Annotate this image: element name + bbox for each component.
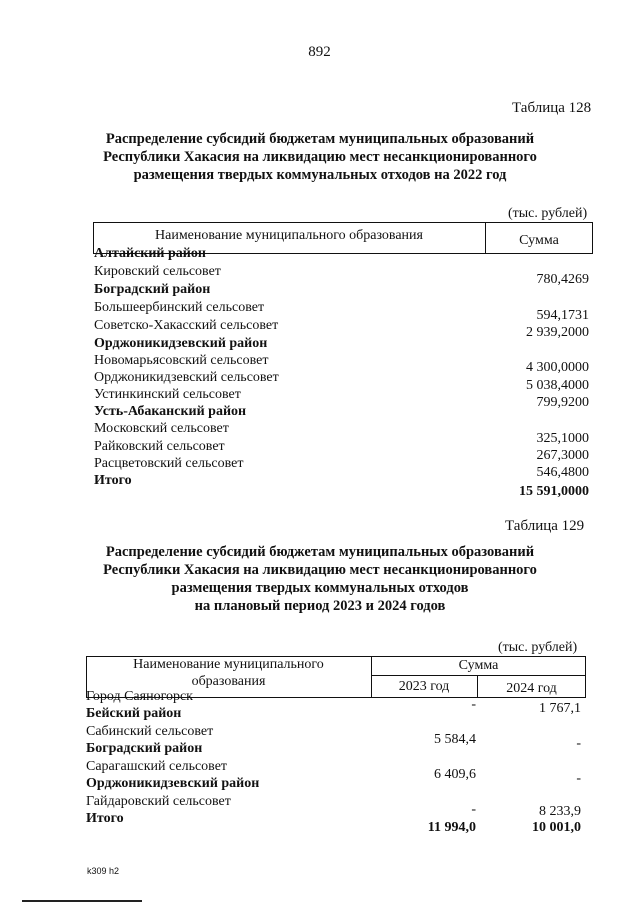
table-129-header-subline xyxy=(371,675,586,676)
row-label: Райковский сельсовет xyxy=(94,439,225,454)
footer-code: k309 h2 xyxy=(87,866,120,876)
scan-edge-line xyxy=(22,900,142,902)
row-label: Орджоникидзевский сельсовет xyxy=(94,370,279,385)
total-value: 15 591,0000 xyxy=(519,484,589,499)
row-label: Московский сельсовет xyxy=(94,421,229,436)
table-129-title xyxy=(60,543,580,615)
row-label: Сабинский сельсовет xyxy=(86,724,214,739)
table-128-header-name: Наименование муниципального образования xyxy=(155,228,423,243)
row-label: Большеербинский сельсовет xyxy=(94,300,265,315)
row-value: 2 939,2000 xyxy=(526,325,589,340)
table-129-title-line: Республики Хакасия на ликвидацию мест несанкционированного xyxy=(103,562,537,578)
row-2023-value: 5 584,4 xyxy=(434,732,476,747)
table-128-label: Таблица 128 xyxy=(512,100,592,116)
row-label: Расцветовский сельсовет xyxy=(94,456,244,471)
table-129-title-line: Распределение субсидий бюджетам муниципальных образований xyxy=(105,544,535,560)
row-2023-value: - xyxy=(471,697,476,712)
row-label: Устинкинский сельсовет xyxy=(94,387,241,402)
row-label: Новомарьясовский сельсовет xyxy=(94,353,269,368)
row-2024-value: - xyxy=(576,771,581,786)
row-value: 594,1731 xyxy=(536,308,589,323)
table-128-title-line: Распределение субсидий бюджетам муниципальных образований xyxy=(105,131,535,147)
table-129-header-2023: 2023 год xyxy=(398,679,450,694)
table-128-title-line: Республики Хакасия на ликвидацию мест несанкционированного xyxy=(103,149,537,165)
row-2024-value: 8 233,9 xyxy=(539,804,581,819)
table-129-title-line: размещения твердых коммунальных отходов xyxy=(171,580,469,596)
table-128-title-line: размещения твердых коммунальных отходов на 2022 год xyxy=(133,167,507,183)
row-group-label: Боградский район xyxy=(94,282,211,297)
row-label: Сарагашский сельсовет xyxy=(86,759,228,774)
row-group-label: Итого xyxy=(94,473,132,488)
row-2024-value: 1 767,1 xyxy=(539,701,581,716)
total-2023-value: 11 994,0 xyxy=(427,820,476,835)
row-group-label: Орджоникидзевский район xyxy=(86,776,260,791)
row-value: 325,1000 xyxy=(536,431,589,446)
row-2023-value: 6 409,6 xyxy=(434,767,476,782)
table-129-header-name-line2: образования xyxy=(191,674,266,689)
row-label: Кировский сельсовет xyxy=(94,264,221,279)
row-group-label: Алтайский район xyxy=(94,246,206,261)
row-value: 5 038,4000 xyxy=(526,378,589,393)
row-2023-value: - xyxy=(471,802,476,817)
table-129-header-sum: Сумма xyxy=(458,658,499,673)
row-group-label: Бейский район xyxy=(86,706,182,721)
row-value: 546,4800 xyxy=(536,465,589,480)
table-129-label: Таблица 129 xyxy=(505,518,585,534)
table-128-title xyxy=(60,130,580,184)
row-label: Советско-Хакасский сельсовет xyxy=(94,318,279,333)
table-129-title-line: на плановый период 2023 и 2024 годов xyxy=(194,598,446,614)
row-group-label: Орджоникидзевский район xyxy=(94,336,268,351)
row-value: 780,4269 xyxy=(536,272,589,287)
row-label: Гайдаровский сельсовет xyxy=(86,794,231,809)
table-129-header-2024: 2024 год xyxy=(506,681,557,696)
total-2024-value: 10 001,0 xyxy=(532,820,581,835)
row-value: 799,9200 xyxy=(536,395,589,410)
table-128-header-sum: Сумма xyxy=(519,233,559,248)
row-value: 4 300,0000 xyxy=(526,360,589,375)
row-group-label: Боградский район xyxy=(86,741,203,756)
row-group-label: Усть-Абаканский район xyxy=(94,404,247,419)
table-129-header-name-line1: Наименование муниципального xyxy=(133,657,324,672)
row-2024-value: - xyxy=(576,736,581,751)
row-group-label: Итого xyxy=(86,811,124,826)
row-label: Город Саяногорск xyxy=(86,689,193,704)
table-129-unit: (тыс. рублей) xyxy=(498,640,578,655)
table-128-unit: (тыс. рублей) xyxy=(508,206,588,221)
row-value: 267,3000 xyxy=(536,448,589,463)
page-number: 892 xyxy=(308,44,331,60)
